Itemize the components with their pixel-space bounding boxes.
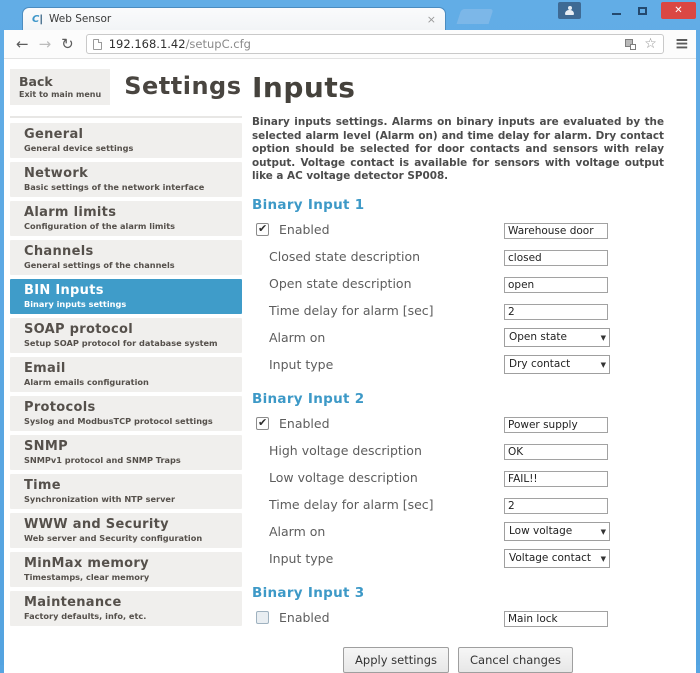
sidebar-item-www-security[interactable]: WWW and Security Web server and Security configuration bbox=[10, 513, 242, 548]
section-heading-binary-input-2: Binary Input 2 bbox=[252, 390, 365, 407]
settings-sidebar bbox=[4, 59, 242, 673]
title-bar bbox=[0, 0, 700, 30]
form-row-enabled-2: ✔ Enabled Power supply bbox=[252, 410, 664, 437]
closed-state-field-1[interactable] bbox=[504, 250, 608, 266]
menu-hamburger-icon[interactable]: ≡ bbox=[674, 33, 689, 54]
inputs-panel bbox=[242, 59, 696, 673]
sidebar-items bbox=[10, 123, 242, 626]
form-row-alarm-on-1: Alarm on Open state ▼ bbox=[252, 324, 664, 351]
section-heading-binary-input-1: Binary Input 1 bbox=[252, 196, 365, 213]
form-row-time-delay-1: Time delay for alarm [sec] 2 bbox=[252, 297, 664, 324]
site-favicon-icon: C| bbox=[32, 13, 43, 25]
sidebar-item-email[interactable]: Email Alarm emails configuration bbox=[10, 357, 242, 392]
reload-icon[interactable]: ↻ bbox=[61, 34, 74, 53]
browser-toolbar bbox=[4, 30, 696, 59]
sidebar-item-minmax-memory[interactable]: MinMax memory Timestamps, clear memory bbox=[10, 552, 242, 587]
time-delay-field-2[interactable] bbox=[504, 498, 608, 514]
section-heading-binary-input-3: Binary Input 3 bbox=[252, 584, 365, 601]
address-bar[interactable] bbox=[86, 34, 664, 54]
form-row-time-delay-2: Time delay for alarm [sec] 2 bbox=[252, 491, 664, 518]
alarm-on-select-2[interactable]: Low voltage ▼ bbox=[504, 522, 610, 541]
forward-icon[interactable]: → bbox=[38, 34, 52, 53]
url-text[interactable] bbox=[109, 37, 625, 51]
browser-tab[interactable] bbox=[22, 7, 446, 30]
minimize-button[interactable] bbox=[603, 2, 629, 19]
reading-list-icon[interactable] bbox=[625, 39, 636, 50]
sidebar-item-protocols[interactable]: Protocols Syslog and ModbusTCP protocol settings bbox=[10, 396, 242, 431]
enabled-checkbox-3[interactable] bbox=[256, 611, 269, 624]
close-button[interactable]: ✕ bbox=[661, 2, 696, 19]
low-voltage-field-2[interactable] bbox=[504, 471, 608, 487]
sidebar-header bbox=[10, 69, 242, 118]
page-content bbox=[4, 59, 696, 673]
form-row-enabled-3: Enabled Main lock bbox=[252, 604, 664, 631]
person-icon bbox=[564, 6, 575, 16]
settings-heading: Settings bbox=[124, 72, 242, 100]
tab-close-icon[interactable]: × bbox=[426, 12, 436, 26]
open-state-field-1[interactable] bbox=[504, 277, 608, 293]
form-buttons bbox=[252, 647, 664, 673]
time-delay-field-1[interactable] bbox=[504, 304, 608, 320]
sidebar-item-channels[interactable]: Channels General settings of the channels bbox=[10, 240, 242, 275]
form-row-open-desc-1: Open state description open bbox=[252, 270, 664, 297]
url-host: 192.168.1.42 bbox=[108, 37, 186, 51]
alarm-on-select-1[interactable]: Open state ▼ bbox=[504, 328, 610, 347]
back-icon[interactable]: ← bbox=[16, 34, 29, 53]
bookmark-star-icon[interactable]: ☆ bbox=[644, 36, 657, 52]
input-name-field-3[interactable] bbox=[504, 611, 608, 627]
sidebar-item-bin-inputs[interactable]: BIN Inputs Binary inputs settings bbox=[10, 279, 242, 314]
tab-title: Web Sensor bbox=[49, 13, 112, 25]
high-voltage-field-2[interactable] bbox=[504, 444, 608, 460]
form-row-closed-desc-1: Closed state description closed bbox=[252, 243, 664, 270]
sidebar-item-maintenance[interactable]: Maintenance Factory defaults, info, etc. bbox=[10, 591, 242, 626]
sidebar-item-alarm-limits[interactable]: Alarm limits Configuration of the alarm limits bbox=[10, 201, 242, 236]
new-tab-button[interactable] bbox=[457, 9, 494, 24]
enabled-checkbox-1[interactable] bbox=[256, 223, 269, 236]
input-type-select-2[interactable]: Voltage contact ▼ bbox=[504, 549, 610, 568]
page-icon bbox=[93, 39, 102, 50]
input-type-select-1[interactable]: Dry contact ▼ bbox=[504, 355, 610, 374]
input-name-field-2[interactable] bbox=[504, 417, 608, 433]
url-path: /setupC.cfg bbox=[185, 37, 251, 51]
form-row-high-voltage-2: High voltage description OK bbox=[252, 437, 664, 464]
page-title: Inputs bbox=[252, 71, 356, 104]
form-row-input-type-1: Input type Dry contact ▼ bbox=[252, 351, 664, 378]
sidebar-item-snmp[interactable]: SNMP SNMPv1 protocol and SNMP Traps bbox=[10, 435, 242, 470]
input-name-field-1[interactable] bbox=[504, 223, 608, 239]
sidebar-item-general[interactable]: General General device settings bbox=[10, 123, 242, 158]
profile-button[interactable] bbox=[558, 2, 581, 19]
form-row-low-voltage-2: Low voltage description FAIL!! bbox=[252, 464, 664, 491]
cancel-changes-button[interactable]: Cancel changes bbox=[458, 647, 573, 673]
sidebar-item-time[interactable]: Time Synchronization with NTP server bbox=[10, 474, 242, 509]
form-row-alarm-on-2: Alarm on Low voltage ▼ bbox=[252, 518, 664, 545]
sidebar-item-network[interactable]: Network Basic settings of the network interface bbox=[10, 162, 242, 197]
window-controls bbox=[558, 2, 696, 19]
apply-settings-button[interactable]: Apply settings bbox=[343, 647, 449, 673]
maximize-button[interactable] bbox=[629, 2, 655, 19]
sidebar-item-soap-protocol[interactable]: SOAP protocol Setup SOAP protocol for database system bbox=[10, 318, 242, 353]
back-button[interactable]: Back Exit to main menu bbox=[10, 69, 110, 105]
enabled-checkbox-2[interactable] bbox=[256, 417, 269, 430]
form-row-enabled-1: ✔ Enabled Warehouse door bbox=[252, 216, 664, 243]
form-row-input-type-2: Input type Voltage contact ▼ bbox=[252, 545, 664, 572]
intro-text: Binary inputs settings. Alarms on binary inputs are evaluated by the selected alarm level (Alarm on) and time delay for alarm. Dry contact option should be selected for door contacts and sensors with relay output. Voltage contact is available for sensors with voltage output like a AC voltage detector SP008. bbox=[252, 116, 664, 183]
